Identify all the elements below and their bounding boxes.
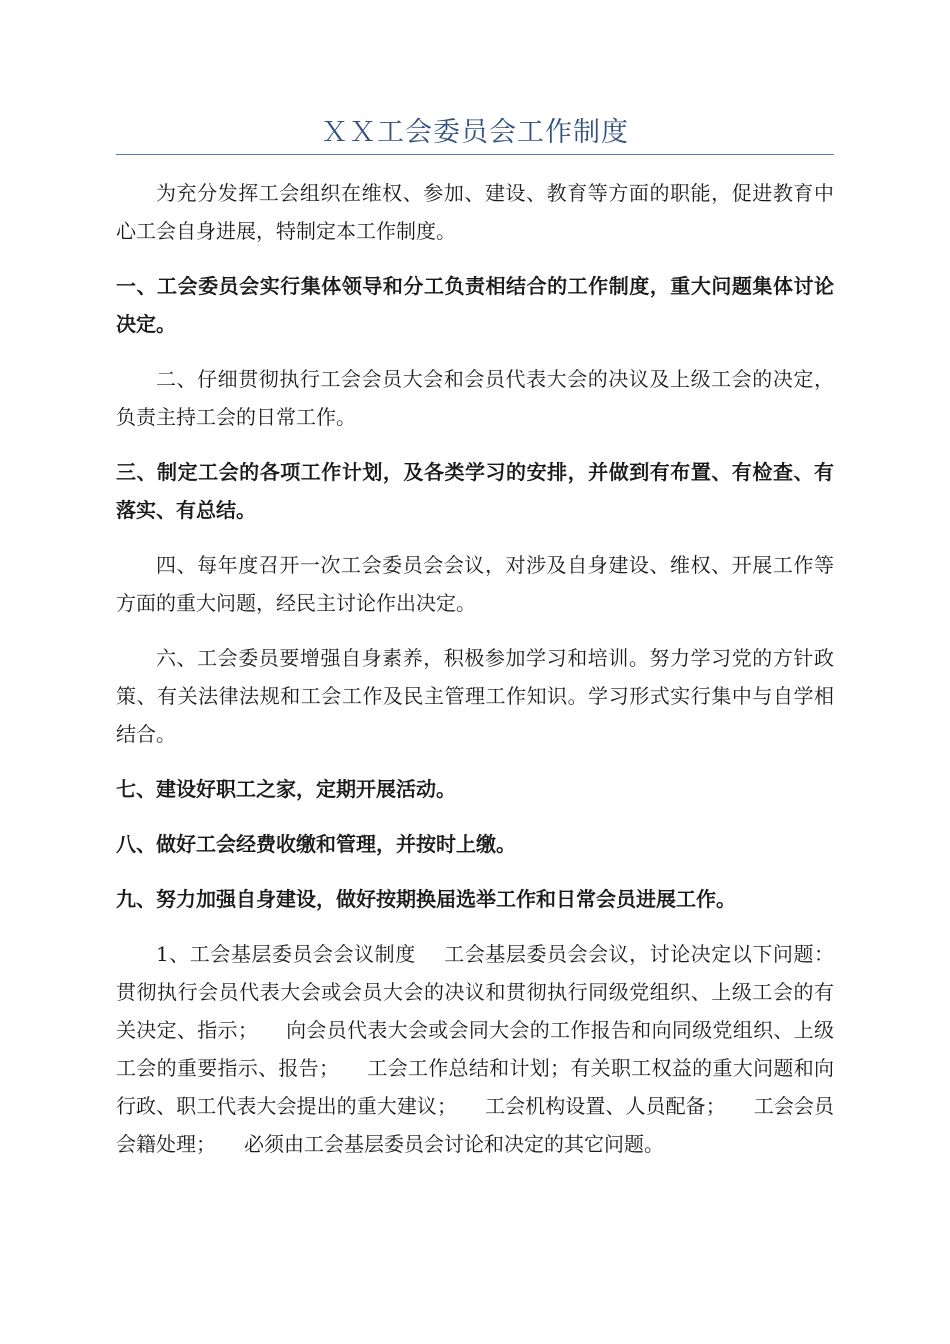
title-underline — [116, 154, 834, 155]
clause-8: 八、做好工会经费收缴和管理，并按时上缴。 — [116, 832, 516, 856]
clause-7: 七、建设好职工之家，定期开展活动。 — [116, 777, 456, 801]
meeting-rules-text-6: 必须由工会基层委员会讨论和决定的其它问题。 — [244, 1132, 664, 1156]
document-body — [116, 174, 834, 1180]
clause-4: 四、每年度召开一次工会委员会会议，对涉及自身建设、维权、开展工作等方面的重大问题，经民主讨论作出决定。 — [116, 553, 834, 615]
clause-2: 二、仔细贯彻执行工会会员大会和会员代表大会的决议及上级工会的决定，负责主持工会的日常工作。 — [116, 367, 834, 429]
intro-paragraph: 为充分发挥工会组织在维权、参加、建设、教育等方面的职能，促进教育中心工会自身进展，特制定本工作制度。 — [116, 181, 834, 243]
clause-3: 三、制定工会的各项工作计划，及各类学习的安排，并做到有布置、有检查、有落实、有总结。 — [116, 460, 834, 522]
meeting-rules-text-1: 工会基层委员会会议，讨论决定以下问题：贯彻执行会员代表大会或会员大会的决议和贯彻执行同级党组织、上级工会的有关决定、指示； — [116, 942, 835, 1042]
page-title: ＸＸ工会委员会工作制度 — [321, 117, 629, 148]
clause-6: 六、工会委员要增强自身素养，积极参加学习和培训。努力学习党的方针政策、有关法律法规和工会工作及民主管理工作知识。学习形式实行集中与自学相结合。 — [116, 646, 834, 746]
clause-1: 一、工会委员会实行集体领导和分工负责相结合的工作制度，重大问题集体讨论决定。 — [116, 274, 834, 336]
meeting-rules-text-4: 工会机构设置、人员配备； — [485, 1094, 726, 1118]
meeting-rules-text-5: 工会会员会籍处理； — [116, 1094, 834, 1156]
meeting-rules-text-3: 工会工作总结和计划；有关职工权益的重大问题和向行政、职工代表大会提出的重大建议； — [116, 1056, 835, 1118]
meeting-rules-heading: 1、工会基层委员会会议制度 — [156, 942, 416, 966]
meeting-rules-paragraph — [116, 935, 834, 1163]
meeting-rules-text-2: 向会员代表大会或会同大会的工作报告和向同级党组织、上级工会的重要指示、报告； — [116, 1018, 835, 1080]
clause-9: 九、努力加强自身建设，做好按期换届选举工作和日常会员进展工作。 — [116, 887, 736, 911]
